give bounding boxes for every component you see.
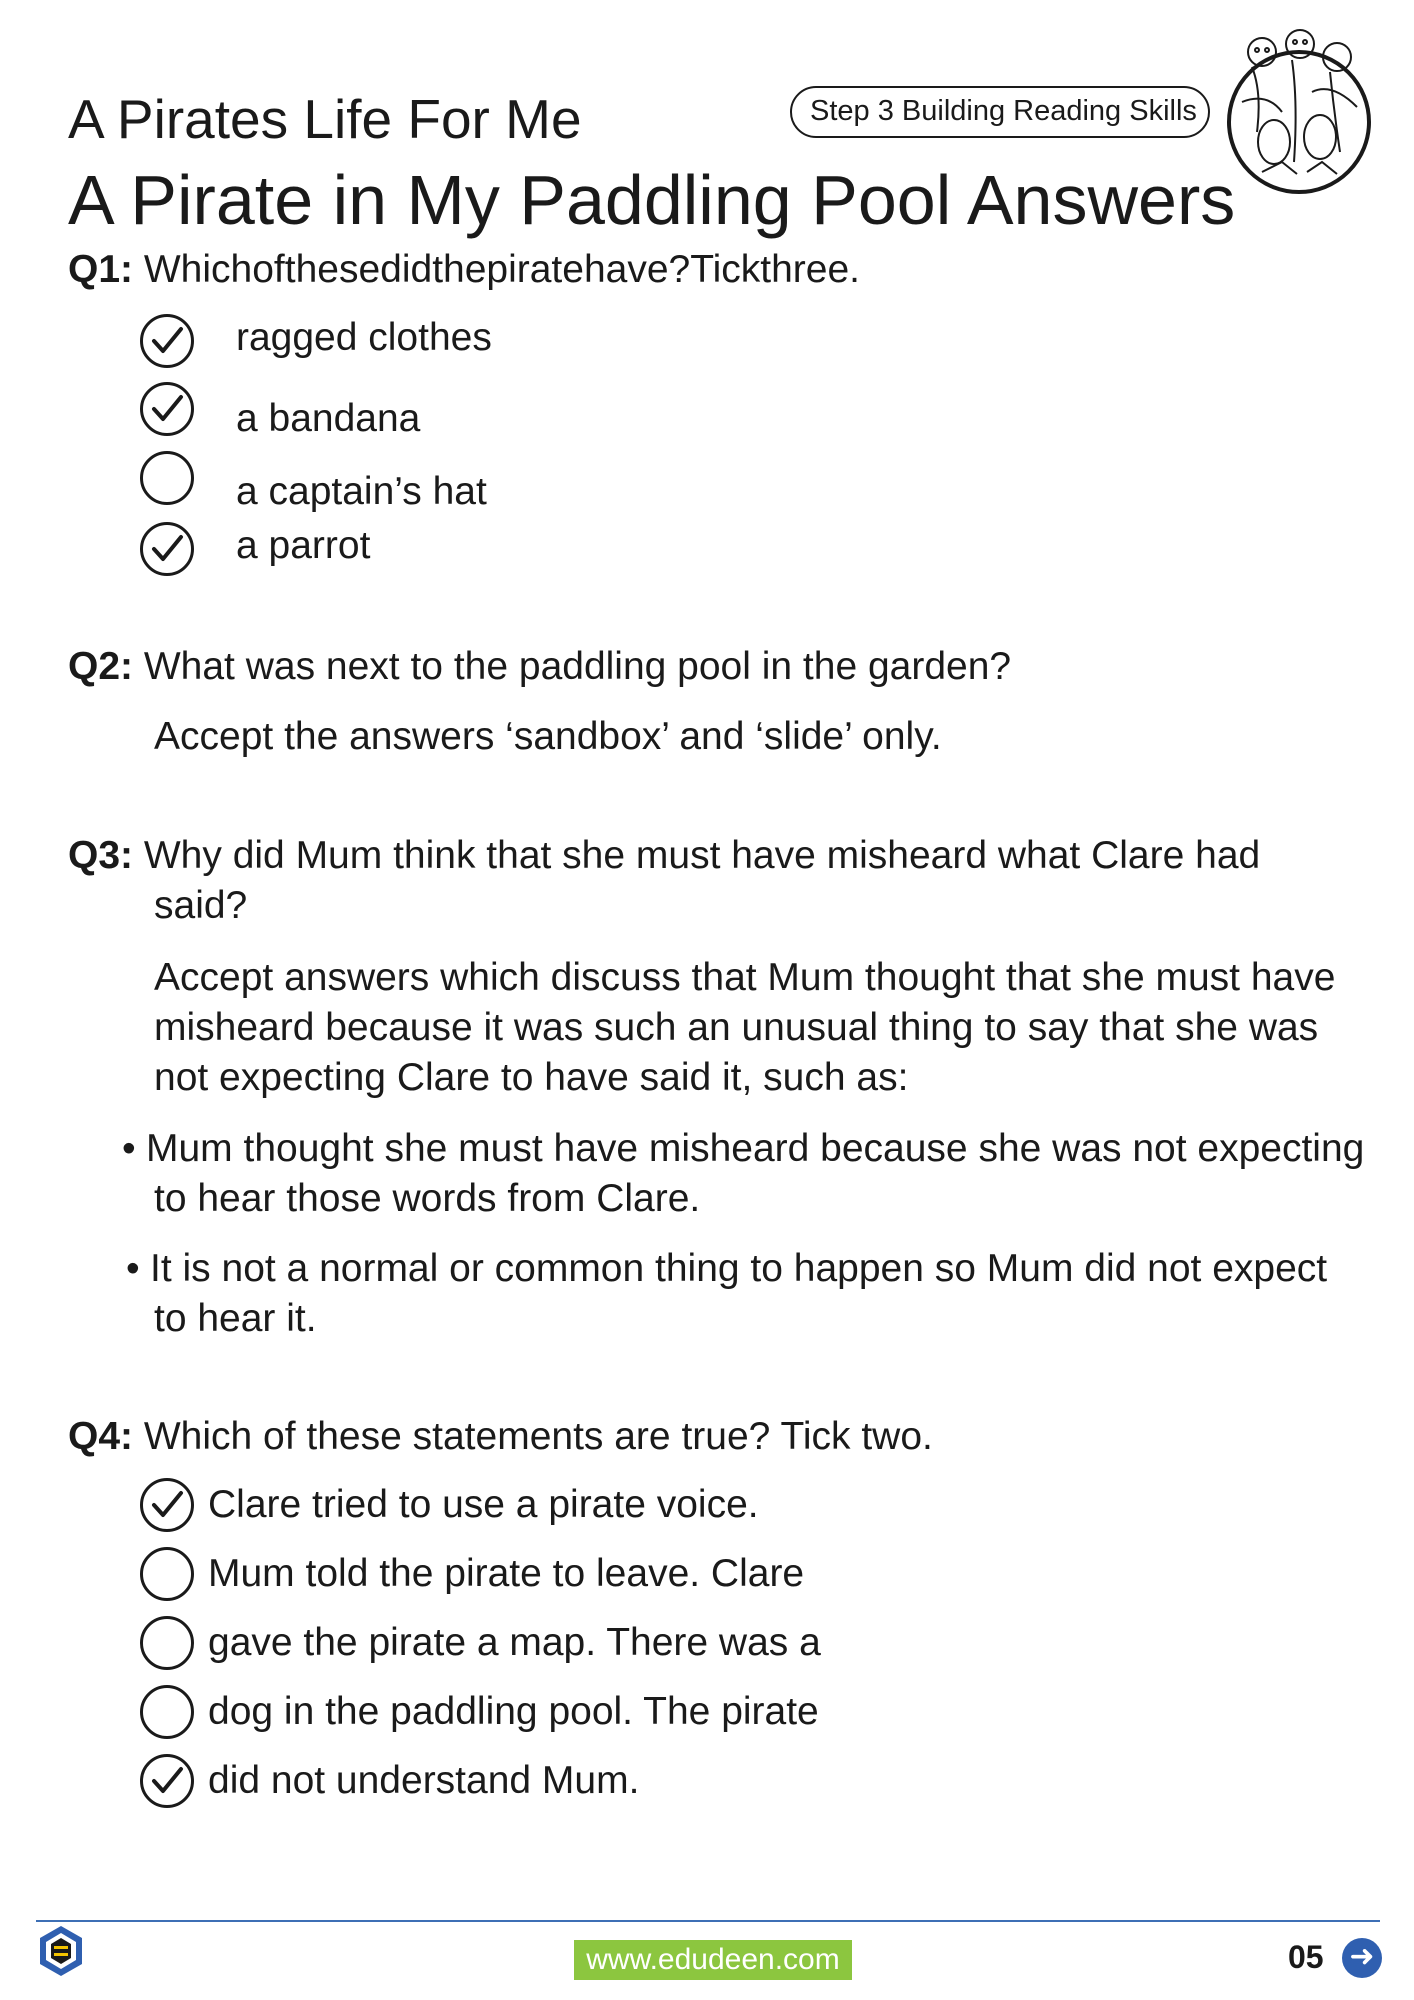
series-title: A Pirates Life For Me	[68, 88, 582, 150]
q4-option-4-checkbox[interactable]	[140, 1685, 194, 1739]
question-3	[68, 831, 1260, 881]
question-3-label: Q3:	[68, 834, 134, 877]
page-number: 05	[1288, 1939, 1324, 1975]
question-1-text: Whichofthesedidthepiratehave?Tickthree.	[143, 248, 860, 291]
checkmark-icon	[143, 1757, 191, 1805]
checkmark-icon	[143, 385, 191, 433]
question-3-answer-line: not expecting Clare to have said it, such as:	[154, 1056, 909, 1099]
q1-option-2-label: a bandana	[236, 397, 421, 440]
step-badge: Step 3 Building Reading Skills	[790, 86, 1210, 138]
checkmark-icon	[143, 1481, 191, 1529]
question-1	[68, 245, 860, 295]
question-1-label: Q1:	[68, 248, 134, 291]
question-3-bullet-2-continued: to hear it.	[154, 1297, 317, 1340]
question-3-text: Why did Mum think that she must have misheard what Clare had	[143, 834, 1261, 877]
q1-option-1-label: ragged clothes	[236, 316, 492, 359]
q1-option-4-checkbox[interactable]	[140, 522, 194, 576]
q4-option-3-checkbox[interactable]	[140, 1616, 194, 1670]
q4-option-4-label: dog in the paddling pool. The pirate	[208, 1690, 819, 1733]
checkmark-icon	[143, 317, 191, 365]
bullet-dot-icon: •	[126, 1247, 140, 1290]
arrow-right-icon[interactable]: ➜	[1342, 1938, 1382, 1978]
question-3-text-continued: said?	[154, 884, 248, 927]
q4-option-2-label: Mum told the pirate to leave. Clare	[208, 1552, 805, 1595]
q4-option-5-checkbox[interactable]	[140, 1754, 194, 1808]
bullet-dot-icon: •	[122, 1127, 136, 1170]
q4-option-1-label: Clare tried to use a pirate voice.	[208, 1483, 759, 1526]
question-3-answer-line: Accept answers which discuss that Mum thought that she must have	[154, 956, 1336, 999]
question-2-text: What was next to the paddling pool in the garden?	[143, 645, 1012, 688]
q4-option-1-checkbox[interactable]	[140, 1478, 194, 1532]
q1-option-1-checkbox[interactable]	[140, 314, 194, 368]
question-3-bullet-1: Mum thought she must have misheard because she was not expecting	[146, 1127, 1365, 1170]
question-4	[68, 1412, 933, 1462]
question-2-label: Q2:	[68, 645, 134, 688]
edudeen-logo-icon	[38, 1924, 84, 1978]
question-2	[68, 642, 1011, 692]
q4-option-3-label: gave the pirate a map. There was a	[208, 1621, 821, 1664]
question-3-answer-line: misheard because it was such an unusual thing to say that she was	[154, 1006, 1319, 1049]
question-3-bullet-1-continued: to hear those words from Clare.	[154, 1177, 701, 1220]
website-link[interactable]: www.edudeen.com	[574, 1940, 852, 1980]
q4-option-5-label: did not understand Mum.	[208, 1759, 640, 1802]
q1-option-3-label: a captain’s hat	[236, 470, 487, 513]
question-4-text: Which of these statements are true? Tick two.	[143, 1415, 933, 1458]
q4-option-2-checkbox[interactable]	[140, 1547, 194, 1601]
question-2-answer: Accept the answers ‘sandbox’ and ‘slide’ only.	[154, 715, 942, 758]
footer-divider	[36, 1920, 1380, 1922]
q1-option-3-checkbox[interactable]	[140, 451, 194, 505]
question-4-label: Q4:	[68, 1415, 134, 1458]
q1-option-2-checkbox[interactable]	[140, 382, 194, 436]
checkmark-icon	[143, 525, 191, 573]
q1-option-4-label: a parrot	[236, 524, 371, 567]
pirate-crew-illustration-icon	[1222, 22, 1376, 198]
page-title: A Pirate in My Paddling Pool Answers	[68, 161, 1236, 239]
question-3-bullet-2: It is not a normal or common thing to happen so Mum did not expect	[150, 1247, 1328, 1290]
